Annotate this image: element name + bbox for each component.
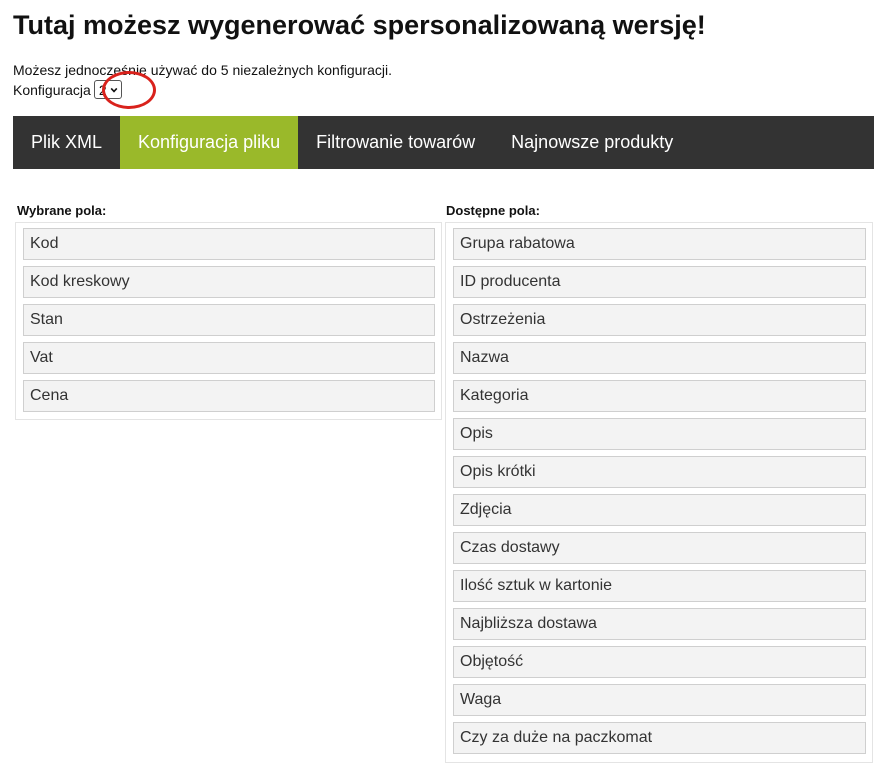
intro-text: Możesz jednocześnie używać do 5 niezależnych konfiguracji.: [13, 62, 392, 78]
field-item[interactable]: Stan: [23, 304, 435, 336]
field-item[interactable]: Czas dostawy: [453, 532, 866, 564]
field-item[interactable]: Kod kreskowy: [23, 266, 435, 298]
available-fields-title: Dostępne pola:: [446, 203, 540, 218]
tab-filtrowanie-towarow[interactable]: Filtrowanie towarów: [316, 132, 476, 152]
field-item[interactable]: Czy za duże na paczkomat: [453, 722, 866, 754]
available-fields-list: [445, 222, 873, 763]
field-item[interactable]: Cena: [23, 380, 435, 412]
field-item[interactable]: Najbliższa dostawa: [453, 608, 866, 640]
field-item[interactable]: Objętość: [453, 646, 866, 678]
tab-najnowsze-produkty[interactable]: Najnowsze produkty: [511, 132, 674, 152]
page-title: Tutaj możesz wygenerować spersonalizowaną wersję!: [13, 10, 706, 40]
selected-fields-title: Wybrane pola:: [17, 203, 107, 218]
field-item[interactable]: Ostrzeżenia: [453, 304, 866, 336]
field-item[interactable]: Nazwa: [453, 342, 866, 374]
tab-konfiguracja-pliku[interactable]: Konfiguracja pliku: [120, 116, 298, 169]
tab-plik-xml[interactable]: Plik XML: [31, 132, 103, 152]
field-item[interactable]: Zdjęcia: [453, 494, 866, 526]
tab-bar: [13, 116, 874, 169]
config-select-value: 2: [98, 81, 107, 98]
field-item[interactable]: Grupa rabatowa: [453, 228, 866, 260]
field-item[interactable]: Kategoria: [453, 380, 866, 412]
field-item[interactable]: Opis: [453, 418, 866, 450]
config-label: Konfiguracja: [13, 81, 91, 98]
field-item[interactable]: ID producenta: [453, 266, 866, 298]
field-item[interactable]: Kod: [23, 228, 435, 260]
field-item[interactable]: Opis krótki: [453, 456, 866, 488]
highlight-annotation: [102, 71, 156, 109]
field-item[interactable]: Waga: [453, 684, 866, 716]
selected-fields-list: [15, 222, 442, 420]
field-item[interactable]: Vat: [23, 342, 435, 374]
field-item[interactable]: Ilość sztuk w kartonie: [453, 570, 866, 602]
